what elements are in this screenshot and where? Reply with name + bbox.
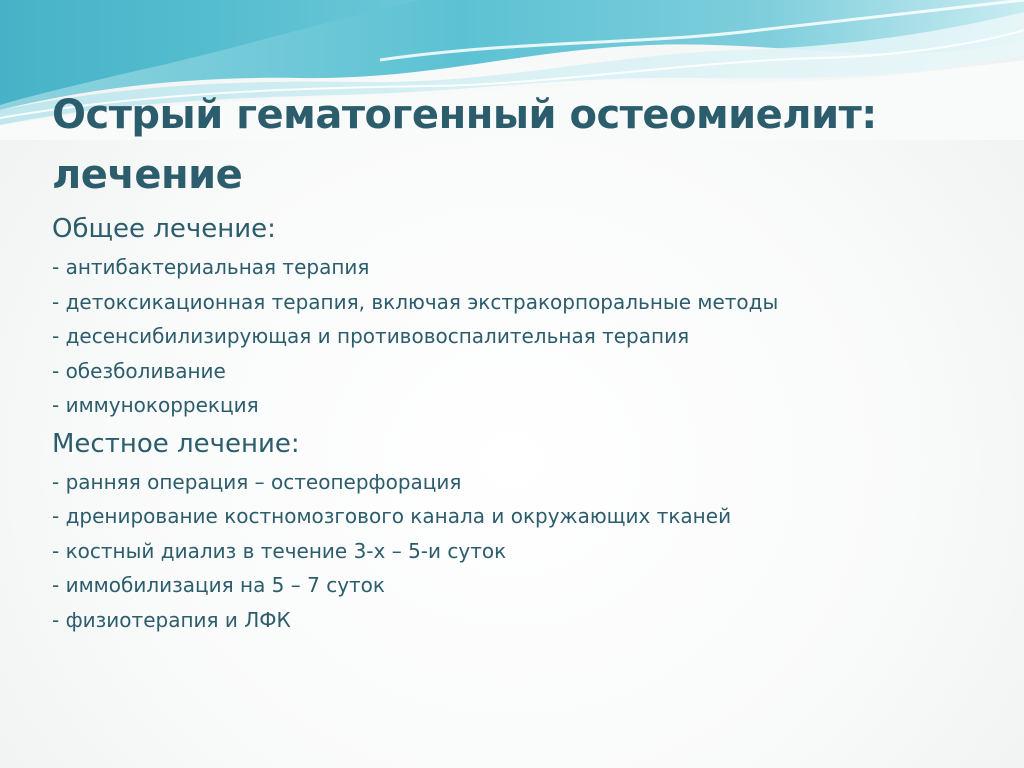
general-treatment-item: - обезболивание bbox=[52, 358, 226, 383]
slide-body bbox=[52, 208, 992, 637]
local-treatment-item: - костный диализ в течение 3-х – 5-и суток bbox=[52, 538, 507, 563]
local-treatment-item: - ранняя операция – остеоперфорация bbox=[52, 469, 462, 494]
local-treatment-item: - дренирование костномозгового канала и окружающих тканей bbox=[52, 504, 732, 528]
slide-title bbox=[52, 85, 972, 205]
local-treatment-item: - физиотерапия и ЛФК bbox=[52, 607, 291, 632]
slide-title-line-1: Острый гематогенный остеомиелит: bbox=[52, 92, 877, 138]
local-treatment-item: - иммобилизация на 5 – 7 суток bbox=[52, 573, 385, 597]
general-treatment-item: - детоксикационная терапия, включая экстракорпоральные методы bbox=[52, 289, 779, 314]
local-treatment-heading: Местное лечение: bbox=[52, 428, 300, 459]
general-treatment-heading: Общее лечение: bbox=[52, 214, 276, 244]
general-treatment-item: - десенсибилизирующая и противовоспалительная терапия bbox=[52, 324, 690, 348]
slide-title-line-2: лечение bbox=[52, 152, 243, 198]
general-treatment-item: - иммунокоррекция bbox=[52, 393, 259, 417]
general-treatment-item: - антибактериальная терапия bbox=[52, 255, 370, 279]
